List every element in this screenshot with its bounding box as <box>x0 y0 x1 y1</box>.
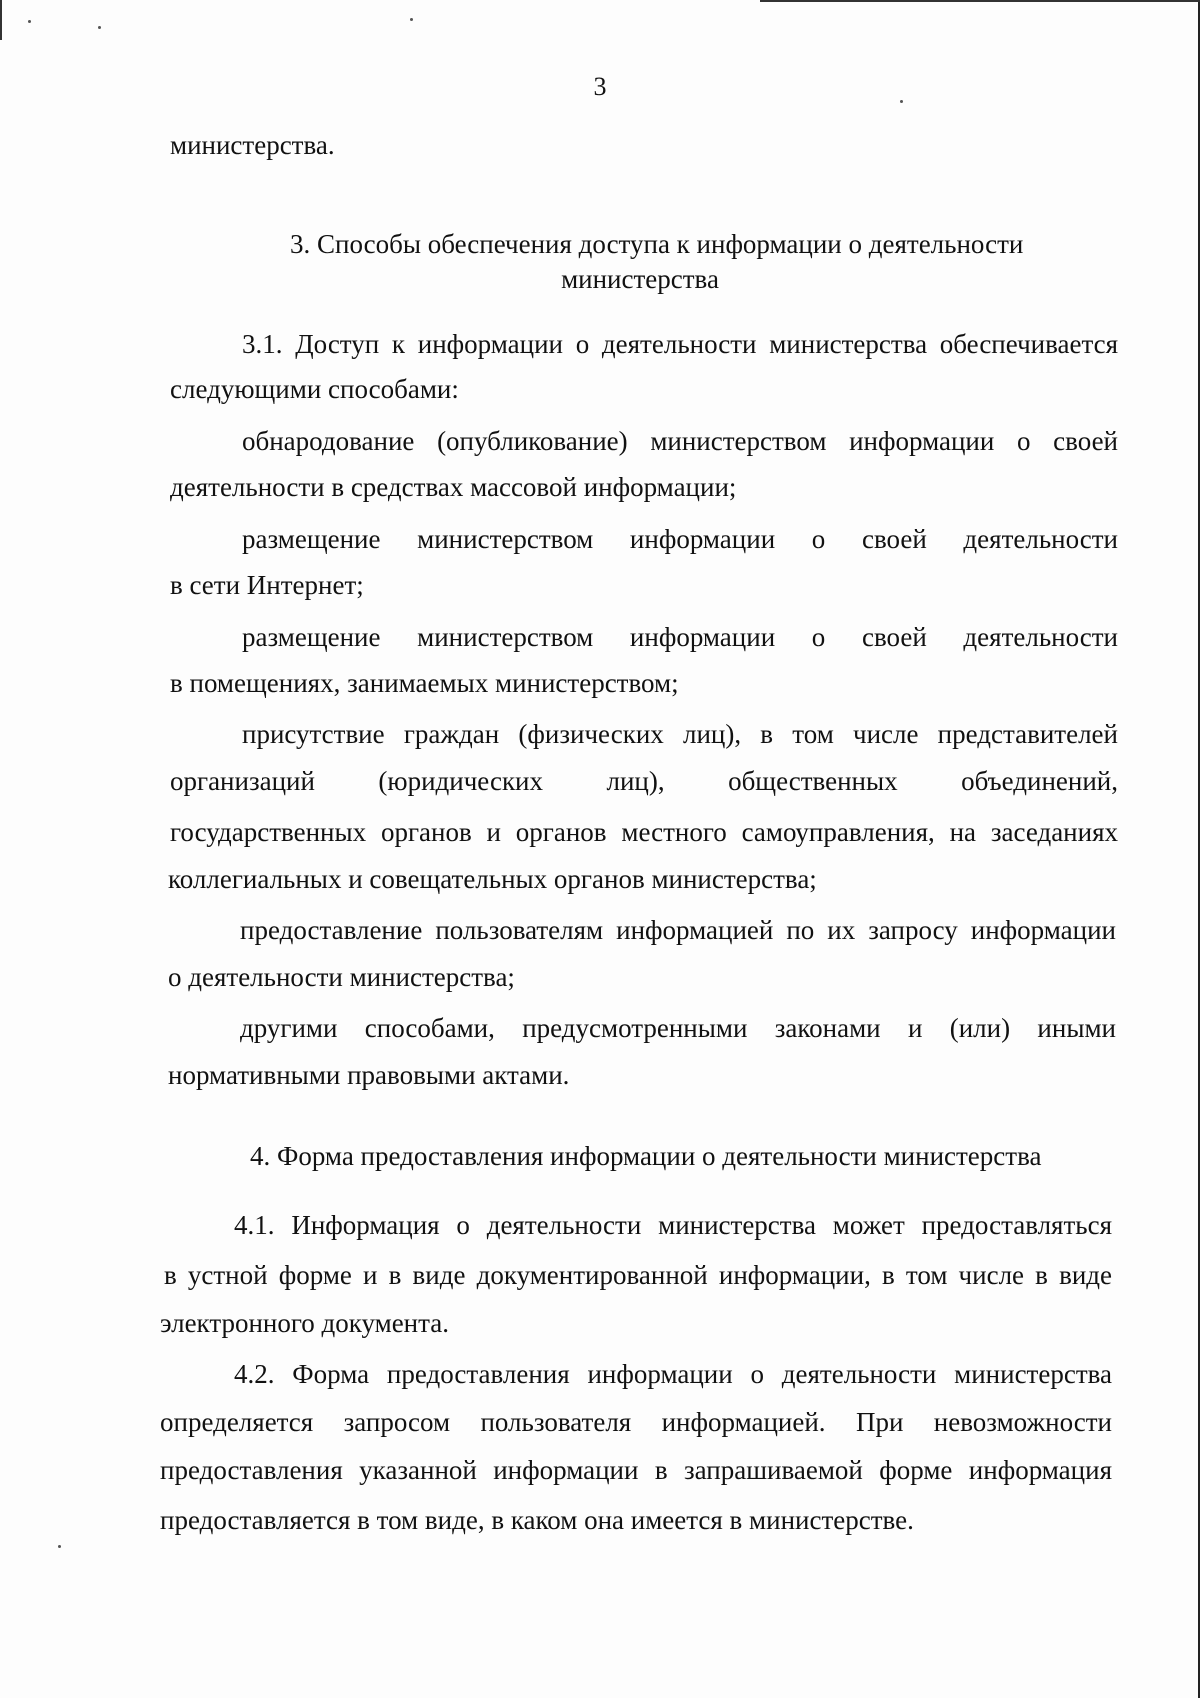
paragraph-4-2: 4.2. Форма предоставления информации о деятельности министерства <box>234 1359 1112 1389</box>
list-item-5-cont: о деятельности министерства; <box>168 962 515 992</box>
section-3-heading: 3. Способы обеспечения доступа к информации о деятельности <box>290 229 1024 259</box>
scan-speck <box>410 18 413 21</box>
scan-speck <box>28 20 31 23</box>
list-item-4-cont-1: организаций (юридических лиц), общественных объединений, <box>170 766 1118 796</box>
section-4-heading: 4. Форма предоставления информации о деятельности министерства <box>250 1141 1042 1171</box>
paragraph-4-1-cont-2: электронного документа. <box>160 1308 449 1338</box>
intro-line: министерства. <box>170 130 335 160</box>
scan-edge-left <box>0 0 2 40</box>
list-item-1: обнародование (опубликование) министерством информации о своей <box>242 426 1118 456</box>
page-number: 3 <box>593 72 607 101</box>
paragraph-3-1: 3.1. Доступ к информации о деятельности министерства обеспечивается <box>242 329 1118 359</box>
list-item-4-cont-2: государственных органов и органов местного самоуправления, на заседаниях <box>170 817 1118 847</box>
paragraph-4-2-cont-1: определяется запросом пользователя информацией. При невозможности <box>160 1407 1112 1437</box>
list-item-2-cont: в сети Интернет; <box>170 570 364 600</box>
paragraph-4-1-cont-1: в устной форме и в виде документированной информации, в том числе в виде <box>164 1260 1112 1290</box>
list-item-1-cont: деятельности в средствах массовой информации; <box>170 472 737 502</box>
scan-speck <box>98 26 101 29</box>
list-item-5: предоставление пользователям информацией по их запросу информации <box>240 915 1116 945</box>
paragraph-4-2-cont-3: предоставляется в том виде, в каком она имеется в министерстве. <box>160 1505 914 1535</box>
list-item-2: размещение министерством информации о своей деятельности <box>242 524 1118 554</box>
list-item-3: размещение министерством информации о своей деятельности <box>242 622 1118 652</box>
section-3-heading-cont: министерства <box>561 264 719 294</box>
scan-speck <box>58 1545 61 1548</box>
list-item-4: присутствие граждан (физических лиц), в том числе представителей <box>242 719 1118 749</box>
list-item-6: другими способами, предусмотренными законами и (или) иными <box>240 1013 1116 1043</box>
list-item-3-cont: в помещениях, занимаемых министерством; <box>170 668 679 698</box>
list-item-6-cont: нормативными правовыми актами. <box>168 1060 570 1090</box>
paragraph-3-1-cont: следующими способами: <box>170 374 459 404</box>
list-item-4-cont-3: коллегиальных и совещательных органов министерства; <box>168 864 817 894</box>
paragraph-4-1: 4.1. Информация о деятельности министерства может предоставляться <box>234 1210 1112 1240</box>
scan-edge-top <box>760 0 1200 2</box>
paragraph-4-2-cont-2: предоставления указанной информации в запрашиваемой форме информация <box>160 1455 1112 1485</box>
